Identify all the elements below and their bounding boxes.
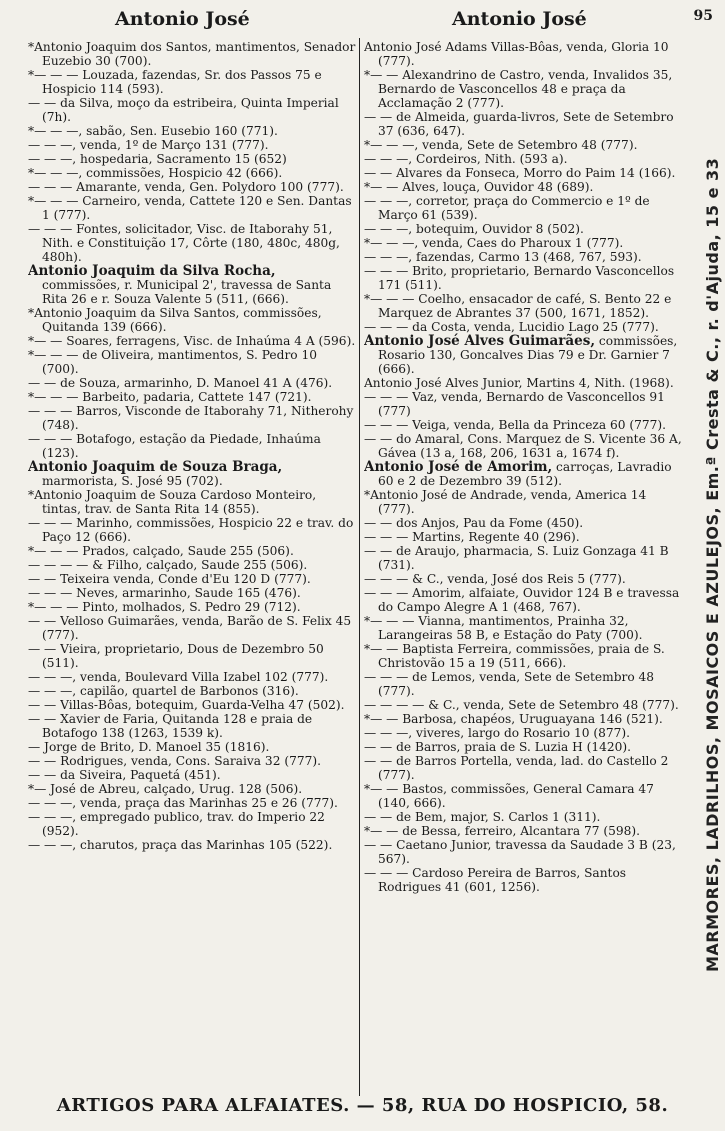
directory-entry: — — — Vaz, venda, Bernardo de Vasconcellos 91 (777) [364,390,665,418]
directory-entry: — — —, venda, Boulevard Villa Izabel 102 (777). [28,670,329,684]
directory-entry: — — Xavier de Faria, Quitanda 128 e praia de Botafogo 138 (1263, 1539 k). [28,712,313,740]
directory-entry: — — — Fontes, solicitador, Visc. de Itaborahy 51, Nith. e Constituição 17, Côrte (180, 480c, 480g, 480h). [28,222,340,264]
directory-entry: — — da Siveira, Paquetá (451). [28,768,221,782]
directory-entry: — — — — & C., venda, Sete de Setembro 48 (777). [364,698,679,712]
directory-entry: *— — — Carneiro, venda, Cattete 120 e Sen. Dantas 1 (777). [28,194,352,222]
directory-entry: — — Teixeira venda, Conde d'Eu 120 D (777). [28,572,311,586]
directory-entry: — — de Almeida, guarda-livros, Sete de Setembro 37 (636, 647). [364,110,674,138]
directory-entry: — — — Marinho, commissões, Hospicio 22 e trav. do Paço 12 (666). [28,516,354,544]
side-advertisement: MARMORES, LADRILHOS, MOSAICOS E AZULEJOS, Em.ª Cresta & C., r. d'Ajuda, 15 e 33 [703,157,722,973]
directory-entry: — — de Araujo, pharmacia, S. Luiz Gonzaga 41 B (731). [364,544,669,572]
directory-entry: *— — — Louzada, fazendas, Sr. dos Passos 75 e Hospicio 114 (593). [28,68,322,96]
directory-entry: — — — Martins, Regente 40 (296). [364,530,580,544]
directory-entry: — — Alvares da Fonseca, Morro do Paim 14 (166). [364,166,676,180]
directory-entry: Antonio Joaquim de Souza Braga, marmorista, S. José 95 (702). [28,459,283,488]
directory-entry: — — — Brito, proprietario, Bernardo Vasconcellos 171 (511). [364,264,675,292]
directory-entry: — — Villas-Bôas, botequim, Guarda-Velha 47 (502). [28,698,345,712]
directory-entry: — — — — & Filho, calçado, Saude 255 (506). [28,558,308,572]
directory-entry: *Antonio Joaquim da Silva Santos, commissões, Quitanda 139 (666). [28,306,322,334]
directory-entry: *— — —, commissões, Hospicio 42 (666). [28,166,283,180]
header-right: Antonio José [452,8,587,30]
directory-entry: — — Velloso Guimarães, venda, Barão de S. Felix 45 (777). [28,614,352,642]
directory-entry: *— — —, venda, Sete de Setembro 48 (777). [364,138,638,152]
directory-entry: — — —, capilão, quartel de Barbonos (316). [28,684,299,698]
directory-entry: — — —, charutos, praça das Marinhas 105 (522). [28,838,333,852]
directory-entry: *— — Alexandrino de Castro, venda, Invalidos 35, Bernardo de Vasconcellos 48 e praça da Acclamação 2 (777). [364,68,673,110]
directory-entry: — — — Amorim, alfaiate, Ouvidor 124 B e travessa do Campo Alegre A 1 (468, 767). [364,586,680,614]
directory-entry: *— — —, venda, Caes do Pharoux 1 (777). [364,236,624,250]
footer-advertisement: ARTIGOS PARA ALFAIATES. — 58, RUA DO HOSPICIO, 58. [56,1095,669,1116]
directory-entry: — — dos Anjos, Pau da Fome (450). [364,516,584,530]
page-number: 95 [693,8,713,24]
directory-entry: — — — Amarante, venda, Gen. Polydoro 100 (777). [28,180,344,194]
directory-entry: *Antonio Joaquim de Souza Cardoso Monteiro, tintas, trav. de Santa Rita 14 (855). [28,488,317,516]
directory-entry: — — —, hospedaria, Sacramento 15 (652) [28,152,287,166]
directory-entry: — — —, fazendas, Carmo 13 (468, 767, 593). [364,250,642,264]
directory-entry: Antonio José de Amorim, carroças, Lavradio 60 e 2 de Dezembro 39 (512). [364,459,672,488]
directory-entry: — — —, corretor, praça do Commercio e 1º de Março 61 (539). [364,194,650,222]
column-divider [359,38,360,1096]
entry-name-heading: Antonio Joaquim da Silva Rocha, [28,263,276,279]
directory-entry: *— — — Coelho, ensacador de café, S. Bento 22 e Marquez de Abrantes 37 (500, 1671, 1852). [364,292,672,320]
directory-entry: — — —, venda, 1º de Março 131 (777). [28,138,269,152]
directory-entry: *— — Alves, louça, Ouvidor 48 (689). [364,180,594,194]
directory-entry: *— — — Vianna, mantimentos, Prainha 32, Larangeiras 58 B, e Estação do Paty (700). [364,614,643,642]
directory-entry: *— — — de Oliveira, mantimentos, S. Pedro 10 (700). [28,348,317,376]
directory-entry: — — — Veiga, venda, Bella da Princeza 60 (777). [364,418,667,432]
directory-entry: *— José de Abreu, calçado, Urug. 128 (506). [28,782,303,796]
directory-entry: — — — da Costa, venda, Lucidio Lago 25 (777). [364,320,659,334]
directory-entry: *Antonio Joaquim dos Santos, mantimentos, Senador Euzebio 30 (700). [28,40,356,68]
header-left: Antonio José [115,8,250,30]
directory-entry: — — de Barros, praia de S. Luzia H (1420). [364,740,632,754]
directory-entry: — Jorge de Brito, D. Manoel 35 (1816). [28,740,270,754]
right-column [364,40,682,1095]
directory-entry: — — — Cardoso Pereira de Barros, Santos Rodrigues 41 (601, 1256). [364,866,627,894]
directory-entry: *— — Soares, ferragens, Visc. de Inhaúma 4 A (596). [28,334,356,348]
directory-entry: — — do Amaral, Cons. Marquez de S. Vicente 36 A, Gávea (13 a, 168, 206, 1631 a, 1674 f). [364,432,682,460]
directory-entry: — — de Souza, armarinho, D. Manoel 41 A (476). [28,376,333,390]
directory-entry: — — —, botequim, Ouvidor 8 (502). [364,222,584,236]
directory-entry: — — —, empregado publico, trav. do Imperio 22 (952). [28,810,325,838]
entry-name-heading: Antonio José Alves Guimarães, [364,333,596,349]
directory-entry: — — de Barros Portella, venda, lad. do Castello 2 (777). [364,754,669,782]
left-column [28,40,356,1095]
directory-entry: *— — Bastos, commissões, General Camara 47 (140, 666). [364,782,654,810]
directory-entry: — — Vieira, proprietario, Dous de Dezembro 50 (511). [28,642,324,670]
entry-name-heading: Antonio José de Amorim, [364,459,553,475]
directory-entry: — — —, venda, praça das Marinhas 25 e 26 (777). [28,796,338,810]
directory-entry: Antonio José Alves Guimarães, commissões, Rosario 130, Goncalves Dias 79 e Dr. Garnier 7 (666). [364,333,678,376]
directory-entry: *— — de Bessa, ferreiro, Alcantara 77 (598). [364,824,640,838]
directory-entry: *— — — Pinto, molhados, S. Pedro 29 (712). [28,600,301,614]
directory-entry: *— — Barbosa, chapéos, Uruguayana 146 (521). [364,712,663,726]
directory-entry: — — —, Cordeiros, Nith. (593 a). [364,152,568,166]
directory-entry: Antonio José Adams Villas-Bôas, venda, Gloria 10 (777). [364,40,669,68]
directory-entry: — — da Silva, moço da estribeira, Quinta Imperial (7h). [28,96,339,124]
directory-entry: — — — de Lemos, venda, Sete de Setembro 48 (777). [364,670,655,698]
entry-name-heading: Antonio Joaquim de Souza Braga, [28,459,283,475]
directory-entry: Antonio José Alves Junior, Martins 4, Nith. (1968). [364,376,674,390]
directory-entry: *— — —, sabão, Sen. Eusebio 160 (771). [28,124,278,138]
directory-entry: *Antonio José de Andrade, venda, America 14 (777). [364,488,647,516]
directory-entry: — — — Barros, Visconde de Itaborahy 71, Nitherohy (748). [28,404,354,432]
directory-entry: — — —, viveres, largo do Rosario 10 (877). [364,726,630,740]
directory-entry: — — de Bem, major, S. Carlos 1 (311). [364,810,601,824]
directory-entry: Antonio Joaquim da Silva Rocha, commissões, r. Municipal 2', travessa de Santa Rita 26 e r. Souza Valente 5 (511, (666). [28,263,332,306]
directory-entry: — — Caetano Junior, travessa da Saudade 3 B (23, 567). [364,838,676,866]
directory-entry: *— — Baptista Ferreira, commissões, praia de S. Christovão 15 a 19 (511, 666). [364,642,665,670]
directory-entry: — — — & C., venda, José dos Reis 5 (777). [364,572,626,586]
directory-entry: *— — — Prados, calçado, Saude 255 (506). [28,544,294,558]
directory-entry: *— — — Barbeito, padaria, Cattete 147 (721). [28,390,312,404]
directory-entry: — — — Neves, armarinho, Saude 165 (476). [28,586,301,600]
directory-entry: — — Rodrigues, venda, Cons. Saraiva 32 (777). [28,754,321,768]
directory-entry: — — — Botafogo, estação da Piedade, Inhaúma (123). [28,432,321,460]
